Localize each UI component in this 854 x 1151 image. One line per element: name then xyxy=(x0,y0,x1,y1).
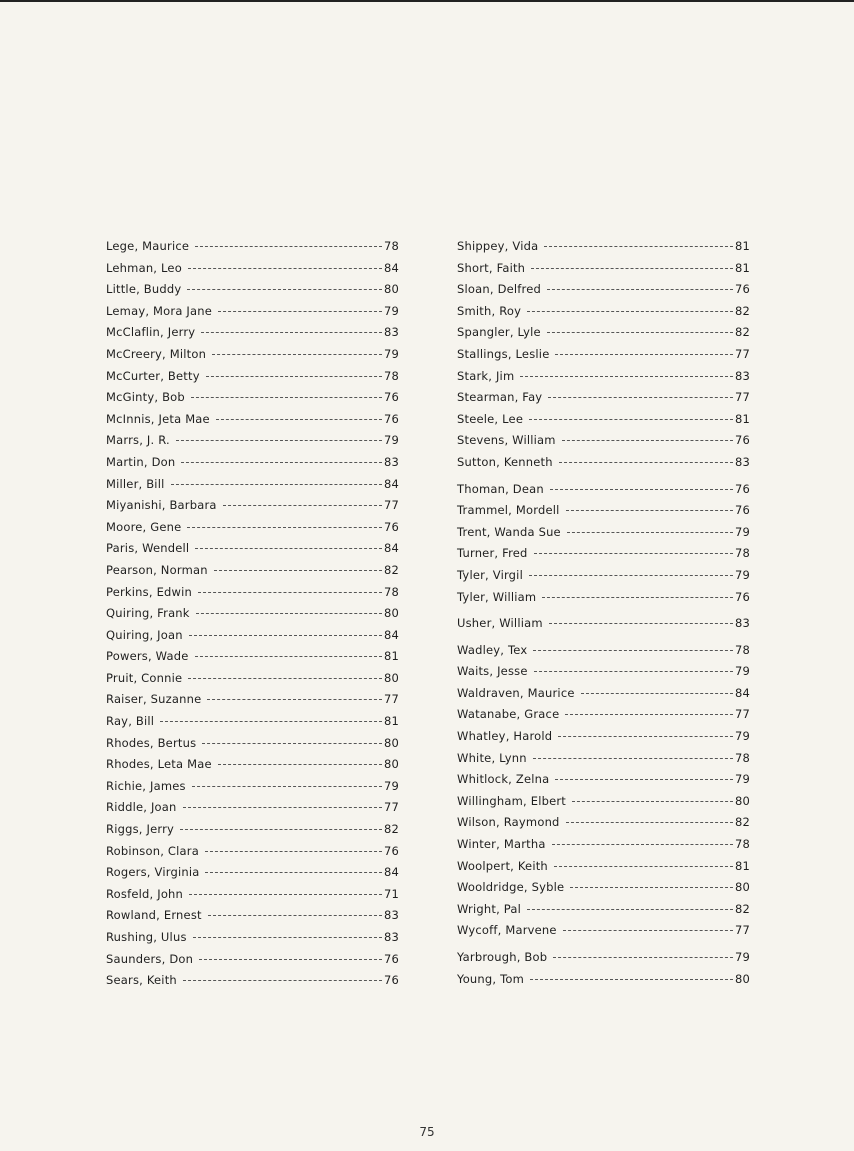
entry-name: Waits, Jesse xyxy=(457,664,528,679)
index-entry xyxy=(106,800,399,822)
entry-name: Tyler, Virgil xyxy=(457,567,523,582)
dot-leader xyxy=(563,930,733,931)
dot-leader xyxy=(533,758,733,759)
index-entry xyxy=(106,973,399,995)
dot-leader xyxy=(552,844,733,845)
index-entry xyxy=(106,412,399,434)
entry-page-number: 79 xyxy=(734,567,750,582)
entry-name: Whatley, Harold xyxy=(457,729,553,744)
entry-name: Trammel, Mordell xyxy=(457,503,560,518)
entry-page-number: 77 xyxy=(734,707,750,722)
index-entry xyxy=(457,794,750,816)
index-entry xyxy=(106,261,399,283)
entry-page-number: 76 xyxy=(734,589,750,604)
entry-page-number: 84 xyxy=(383,627,399,642)
entry-page-number: 80 xyxy=(383,282,399,297)
dot-leader xyxy=(207,699,382,700)
dot-leader xyxy=(520,376,733,377)
entry-name: Pearson, Norman xyxy=(106,562,208,577)
dot-leader xyxy=(223,505,382,506)
entry-page-number: 80 xyxy=(383,670,399,685)
entry-page-number: 76 xyxy=(734,282,750,297)
dot-leader xyxy=(547,332,733,333)
index-entry xyxy=(106,325,399,347)
dot-leader xyxy=(566,822,733,823)
entry-page-number: 80 xyxy=(734,793,750,808)
entry-name: Sutton, Kenneth xyxy=(457,454,553,469)
entry-name: Usher, William xyxy=(457,616,543,631)
entry-page-number: 84 xyxy=(383,476,399,491)
entry-page-number: 84 xyxy=(383,260,399,275)
entry-page-number: 82 xyxy=(383,822,399,837)
entry-page-number: 81 xyxy=(383,714,399,729)
entry-page-number: 77 xyxy=(734,390,750,405)
entry-page-number: 77 xyxy=(734,346,750,361)
dot-leader xyxy=(218,311,382,312)
index-entry xyxy=(457,772,750,794)
entry-page-number: 83 xyxy=(734,368,750,383)
entry-name: Tyler, William xyxy=(457,589,537,604)
entry-name: Stearman, Fay xyxy=(457,390,543,405)
dot-leader xyxy=(567,532,733,533)
dot-leader xyxy=(216,419,382,420)
dot-leader xyxy=(534,553,733,554)
index-entry xyxy=(457,815,750,837)
dot-leader xyxy=(181,462,382,463)
entry-page-number: 78 xyxy=(734,642,750,657)
entry-name: Sears, Keith xyxy=(106,973,177,988)
dot-leader xyxy=(187,289,382,290)
entry-name: Richie, James xyxy=(106,778,186,793)
entry-page-number: 76 xyxy=(383,519,399,534)
entry-name: White, Lynn xyxy=(457,750,527,765)
dot-leader xyxy=(183,807,382,808)
entry-page-number: 84 xyxy=(734,685,750,700)
index-entry xyxy=(106,865,399,887)
index-entry xyxy=(457,503,750,525)
entry-name: Moore, Gene xyxy=(106,519,182,534)
entry-name: Woolpert, Keith xyxy=(457,858,548,873)
dot-leader xyxy=(529,575,733,576)
index-entry xyxy=(457,347,750,369)
index-entry xyxy=(106,844,399,866)
entry-name: Willingham, Elbert xyxy=(457,793,567,808)
entry-name: Wycoff, Marvene xyxy=(457,923,557,938)
dot-leader xyxy=(195,548,382,549)
index-entry xyxy=(457,643,750,665)
dot-leader xyxy=(542,597,733,598)
dot-leader xyxy=(195,656,382,657)
index-entry xyxy=(457,616,750,638)
dot-leader xyxy=(529,419,733,420)
dot-leader xyxy=(559,462,733,463)
entry-name: Steele, Lee xyxy=(457,411,524,426)
dot-leader xyxy=(206,376,382,377)
entry-page-number: 79 xyxy=(383,778,399,793)
entry-page-number: 82 xyxy=(734,325,750,340)
entry-page-number: 76 xyxy=(383,951,399,966)
dot-leader xyxy=(189,894,382,895)
entry-name: Spangler, Lyle xyxy=(457,325,541,340)
entry-name: Ray, Bill xyxy=(106,714,155,729)
entry-name: Saunders, Don xyxy=(106,951,194,966)
entry-name: Rogers, Virginia xyxy=(106,865,200,880)
dot-leader xyxy=(555,354,732,355)
entry-page-number: 76 xyxy=(734,503,750,518)
index-entry xyxy=(106,908,399,930)
index-entry xyxy=(457,686,750,708)
entry-page-number: 80 xyxy=(383,757,399,772)
index-entry xyxy=(457,546,750,568)
dot-leader xyxy=(180,829,382,830)
entry-name: Lehman, Leo xyxy=(106,260,182,275)
index-entry xyxy=(106,779,399,801)
entry-name: Yarbrough, Bob xyxy=(457,950,548,964)
dot-leader xyxy=(533,650,733,651)
dot-leader xyxy=(192,786,382,787)
index-entry xyxy=(106,649,399,671)
dot-leader xyxy=(198,592,382,593)
index-entry xyxy=(457,664,750,686)
entry-name: Quiring, Frank xyxy=(106,606,190,621)
dot-leader xyxy=(530,979,733,980)
entry-name: Sloan, Delfred xyxy=(457,282,542,297)
entry-page-number: 80 xyxy=(734,971,750,986)
entry-name: Riddle, Joan xyxy=(106,800,177,815)
entry-name: McInnis, Jeta Mae xyxy=(106,411,210,426)
index-entry xyxy=(457,729,750,751)
index-entry xyxy=(457,455,750,477)
entry-page-number: 79 xyxy=(734,524,750,539)
entry-name: Miyanishi, Barbara xyxy=(106,498,217,513)
dot-leader xyxy=(188,268,382,269)
entry-name: McClaflin, Jerry xyxy=(106,325,196,340)
index-entry xyxy=(457,707,750,729)
index-entry xyxy=(106,239,399,261)
entry-name: McCreery, Milton xyxy=(106,346,207,361)
page-top-edge xyxy=(0,0,854,2)
entry-page-number: 84 xyxy=(383,541,399,556)
entry-page-number: 76 xyxy=(383,390,399,405)
dot-leader xyxy=(554,866,733,867)
entry-page-number: 81 xyxy=(383,649,399,664)
index-entry xyxy=(106,563,399,585)
entry-name: Stallings, Leslie xyxy=(457,346,550,361)
dot-leader xyxy=(188,678,382,679)
index-entry xyxy=(106,477,399,499)
entry-page-number: 84 xyxy=(383,865,399,880)
dot-leader xyxy=(212,354,382,355)
entry-name: Martin, Don xyxy=(106,454,176,469)
index-entry xyxy=(457,859,750,881)
entry-name: Wooldridge, Syble xyxy=(457,880,565,895)
dot-leader xyxy=(205,851,382,852)
page-number: 75 xyxy=(419,1125,435,1139)
entry-page-number: 82 xyxy=(734,303,750,318)
entry-name: Young, Tom xyxy=(457,971,525,986)
index-column-right xyxy=(457,239,750,993)
entry-page-number: 79 xyxy=(734,729,750,744)
dot-leader xyxy=(201,332,382,333)
entry-name: Trent, Wanda Sue xyxy=(457,524,561,539)
entry-page-number: 80 xyxy=(734,880,750,895)
entry-page-number: 78 xyxy=(383,368,399,383)
index-entry xyxy=(457,525,750,547)
dot-leader xyxy=(549,623,733,624)
entry-name: Marrs, J. R. xyxy=(106,433,170,448)
dot-leader xyxy=(171,484,382,485)
entry-name: Wadley, Tex xyxy=(457,642,528,657)
entry-page-number: 78 xyxy=(383,584,399,599)
entry-page-number: 82 xyxy=(383,562,399,577)
dot-leader xyxy=(555,779,733,780)
entry-page-number: 82 xyxy=(734,815,750,830)
entry-name: McCurter, Betty xyxy=(106,368,200,383)
dot-leader xyxy=(553,957,733,958)
entry-name: Waldraven, Maurice xyxy=(457,685,575,700)
dot-leader xyxy=(208,915,382,916)
entry-page-number: 79 xyxy=(734,950,750,964)
entry-name: Whitlock, Zelna xyxy=(457,772,550,787)
dot-leader xyxy=(214,570,382,571)
entry-page-number: 79 xyxy=(734,664,750,679)
entry-page-number: 79 xyxy=(383,433,399,448)
dot-leader xyxy=(548,397,733,398)
dot-leader xyxy=(199,959,382,960)
entry-name: Wilson, Raymond xyxy=(457,815,560,830)
entry-page-number: 83 xyxy=(734,616,750,631)
index-entry xyxy=(106,585,399,607)
entry-name: Stark, Jim xyxy=(457,368,515,383)
entry-name: Lege, Maurice xyxy=(106,239,190,253)
entry-page-number: 71 xyxy=(383,886,399,901)
entry-page-number: 77 xyxy=(383,498,399,513)
entry-name: Miller, Bill xyxy=(106,476,165,491)
index-entry xyxy=(457,751,750,773)
entry-name: Rhodes, Bertus xyxy=(106,735,197,750)
entry-page-number: 77 xyxy=(734,923,750,938)
index-entry xyxy=(457,482,750,504)
entry-name: Little, Buddy xyxy=(106,282,182,297)
entry-page-number: 76 xyxy=(383,411,399,426)
dot-leader xyxy=(581,693,733,694)
index-entry xyxy=(457,590,750,612)
entry-page-number: 78 xyxy=(734,546,750,561)
index-entry xyxy=(106,455,399,477)
entry-name: Robinson, Clara xyxy=(106,843,199,858)
index-entry xyxy=(457,282,750,304)
dot-leader xyxy=(191,397,382,398)
index-entry xyxy=(106,282,399,304)
entry-name: Shippey, Vida xyxy=(457,239,539,253)
dot-leader xyxy=(205,872,381,873)
dot-leader xyxy=(176,440,382,441)
index-entry xyxy=(106,369,399,391)
index-entry xyxy=(106,541,399,563)
index-entry xyxy=(457,950,750,972)
entry-page-number: 80 xyxy=(383,606,399,621)
entry-name: Powers, Wade xyxy=(106,649,189,664)
entry-page-number: 79 xyxy=(734,772,750,787)
dot-leader xyxy=(570,887,733,888)
entry-page-number: 78 xyxy=(734,750,750,765)
entry-page-number: 76 xyxy=(383,973,399,988)
dot-leader xyxy=(558,736,733,737)
index-entry xyxy=(457,304,750,326)
entry-name: Winter, Martha xyxy=(457,837,546,852)
index-entry xyxy=(457,837,750,859)
entry-page-number: 83 xyxy=(383,454,399,469)
dot-leader xyxy=(218,764,382,765)
index-entry xyxy=(106,390,399,412)
dot-leader xyxy=(187,527,382,528)
index-entry xyxy=(106,930,399,952)
entry-page-number: 77 xyxy=(383,800,399,815)
entry-name: Stevens, William xyxy=(457,433,556,448)
dot-leader xyxy=(550,489,733,490)
index-entry xyxy=(106,433,399,455)
index-entry xyxy=(106,671,399,693)
dot-leader xyxy=(195,246,382,247)
entry-name: Rushing, Ulus xyxy=(106,930,187,944)
entry-name: Short, Faith xyxy=(457,260,526,275)
dot-leader xyxy=(189,635,382,636)
index-entry xyxy=(106,887,399,909)
entry-name: Perkins, Edwin xyxy=(106,584,193,599)
dot-leader xyxy=(202,743,382,744)
entry-page-number: 79 xyxy=(383,303,399,318)
entry-page-number: 81 xyxy=(734,411,750,426)
entry-name: Watanabe, Grace xyxy=(457,707,560,722)
dot-leader xyxy=(160,721,382,722)
entry-name: Riggs, Jerry xyxy=(106,822,175,837)
entry-name: Lemay, Mora Jane xyxy=(106,303,213,318)
index-entry xyxy=(106,736,399,758)
index-entry xyxy=(106,347,399,369)
entry-page-number: 82 xyxy=(734,901,750,916)
entry-page-number: 76 xyxy=(734,481,750,496)
entry-name: Pruit, Connie xyxy=(106,670,183,685)
index-entry xyxy=(457,412,750,434)
dot-leader xyxy=(534,671,733,672)
dot-leader xyxy=(196,613,382,614)
entry-name: Thoman, Dean xyxy=(457,481,544,496)
dot-leader xyxy=(565,714,733,715)
entry-name: Quiring, Joan xyxy=(106,627,183,642)
entry-name: Turner, Fred xyxy=(457,546,528,561)
entry-page-number: 78 xyxy=(383,239,399,253)
entry-name: Raiser, Suzanne xyxy=(106,692,202,707)
entry-name: Paris, Wendell xyxy=(106,541,190,556)
index-column-left xyxy=(106,239,399,995)
entry-name: McGinty, Bob xyxy=(106,390,185,405)
entry-page-number: 76 xyxy=(734,433,750,448)
entry-name: Wright, Pal xyxy=(457,901,522,916)
entry-page-number: 83 xyxy=(734,454,750,469)
index-entry xyxy=(106,692,399,714)
dot-leader xyxy=(527,311,733,312)
index-entry xyxy=(106,757,399,779)
dot-leader xyxy=(562,440,733,441)
dot-leader xyxy=(193,937,382,938)
index-entry xyxy=(106,498,399,520)
entry-name: Rowland, Ernest xyxy=(106,908,202,923)
entry-page-number: 78 xyxy=(734,837,750,852)
entry-page-number: 81 xyxy=(734,239,750,253)
entry-page-number: 81 xyxy=(734,260,750,275)
index-entry xyxy=(457,261,750,283)
dot-leader xyxy=(572,801,733,802)
dot-leader xyxy=(183,980,382,981)
index-entry xyxy=(106,520,399,542)
entry-name: Rosfeld, John xyxy=(106,886,184,901)
index-entry xyxy=(106,822,399,844)
entry-page-number: 76 xyxy=(383,843,399,858)
entry-name: Smith, Roy xyxy=(457,303,522,318)
index-entry xyxy=(457,325,750,347)
index-entry xyxy=(457,923,750,945)
entry-page-number: 80 xyxy=(383,735,399,750)
index-entry xyxy=(106,714,399,736)
index-entry xyxy=(457,369,750,391)
entry-page-number: 83 xyxy=(383,930,399,944)
index-entry xyxy=(106,952,399,974)
index-entry xyxy=(106,304,399,326)
index-entry xyxy=(457,239,750,261)
entry-name: Rhodes, Leta Mae xyxy=(106,757,212,772)
dot-leader xyxy=(566,510,733,511)
index-entry xyxy=(106,606,399,628)
index-entry xyxy=(457,433,750,455)
index-entry xyxy=(457,880,750,902)
dot-leader xyxy=(547,289,733,290)
index-entry xyxy=(106,628,399,650)
entry-page-number: 77 xyxy=(383,692,399,707)
dot-leader xyxy=(531,268,733,269)
index-entry xyxy=(457,390,750,412)
dot-leader xyxy=(544,246,733,247)
index-entry xyxy=(457,972,750,994)
entry-page-number: 83 xyxy=(383,325,399,340)
entry-page-number: 83 xyxy=(383,908,399,923)
index-entry xyxy=(457,568,750,590)
index-entry xyxy=(457,902,750,924)
entry-page-number: 81 xyxy=(734,858,750,873)
dot-leader xyxy=(527,909,733,910)
entry-page-number: 79 xyxy=(383,346,399,361)
